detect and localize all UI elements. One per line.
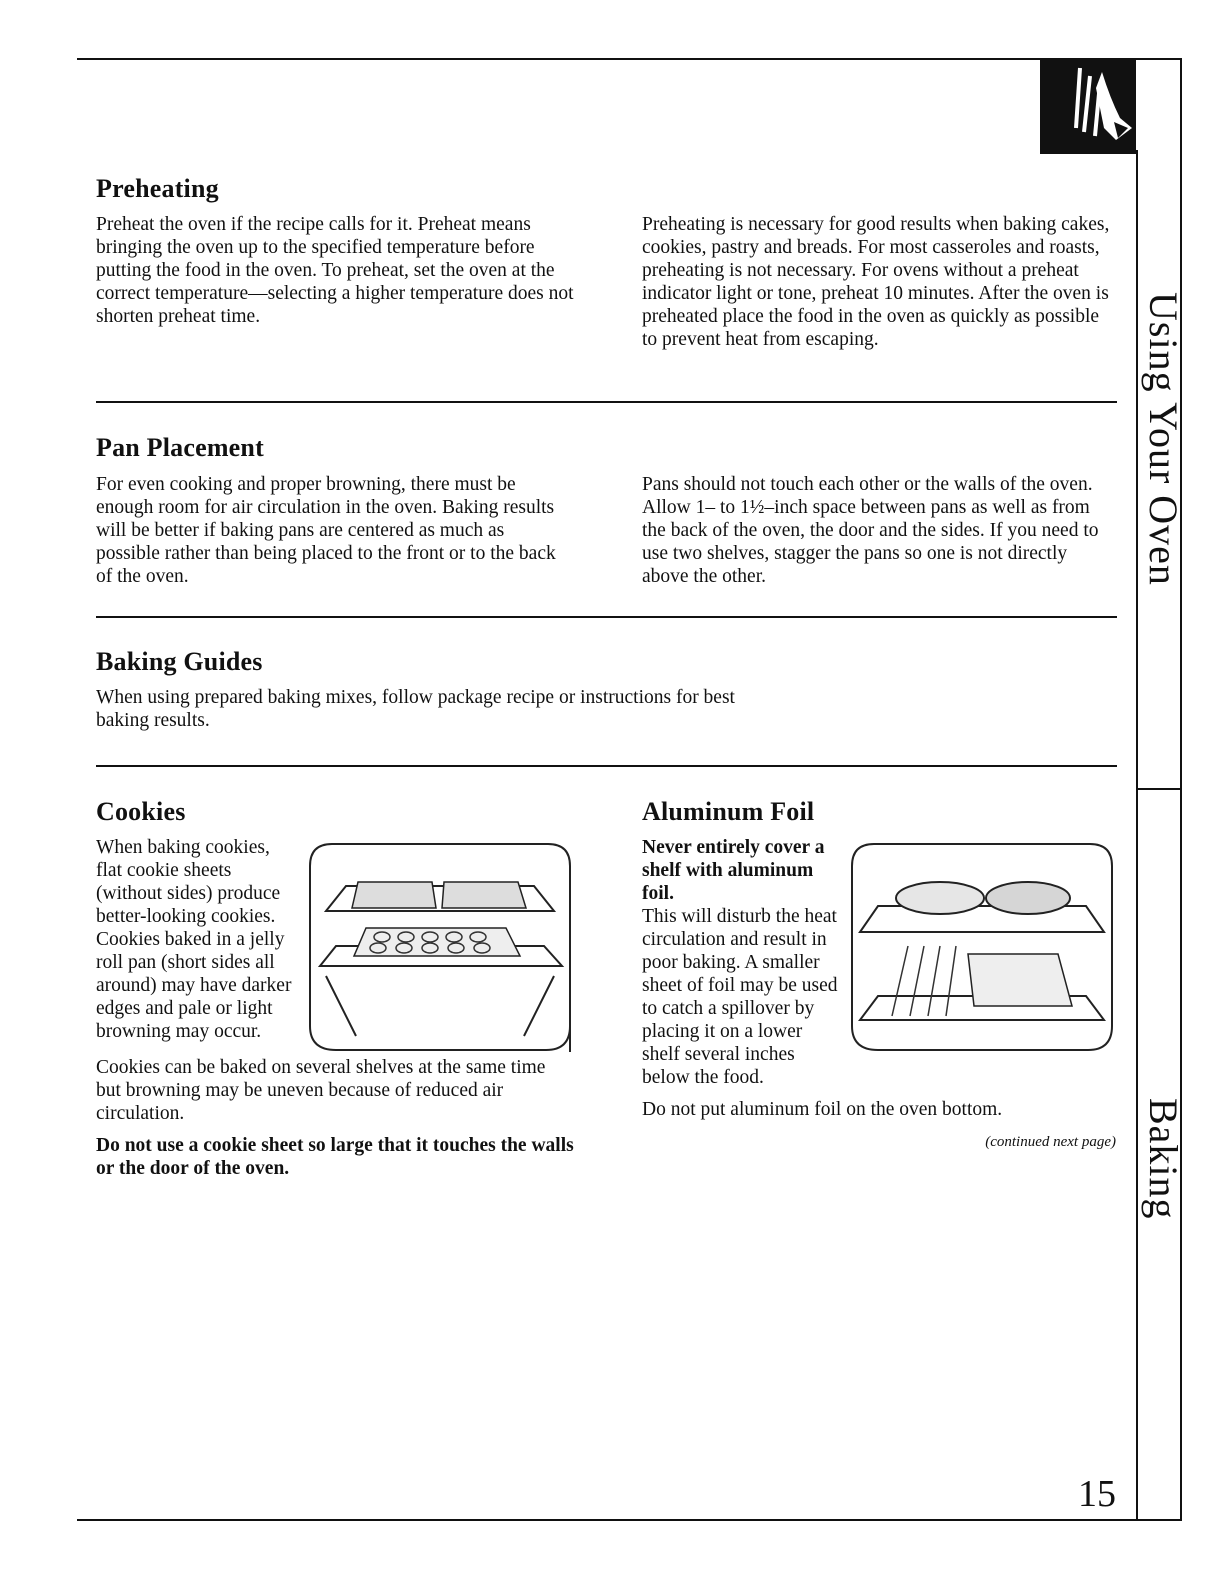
- page-number: 15: [1078, 1473, 1116, 1515]
- aluminum-foil-illustration: [848, 836, 1116, 1052]
- side-tab-baking: Baking: [1141, 1098, 1186, 1220]
- continued-next-page: (continued next page): [985, 1134, 1116, 1150]
- aluminum-foil-heading: Aluminum Foil: [642, 797, 815, 826]
- hand-turning-knob-icon: [1040, 58, 1136, 154]
- pan-placement-heading: Pan Placement: [96, 433, 264, 462]
- cookies-illustration: [306, 836, 574, 1052]
- baking-guides-text: When using prepared baking mixes, follow package recipe or instructions for best baking results.: [96, 687, 735, 731]
- pan-placement-left-text: For even cooking and proper browning, there must be enough room for air circulation in the oven. Baking results will be better if baking pans are centered as much as possible rather than being placed to the front or to the back of the oven.: [96, 474, 556, 587]
- cookies-text-block: [96, 836, 574, 1180]
- preheating-left-text: Preheat the oven if the recipe calls for it. Preheat means bringing the oven up to the specified temperature before putting the food in the oven. To preheat, set the oven at the correct temperature—selecting a higher temperature does not shorten preheat time.: [96, 214, 574, 327]
- section-rule-1: [96, 401, 1117, 403]
- section-rule-2: [96, 616, 1117, 618]
- preheating-right-text: Preheating is necessary for good results when baking cakes, cookies, pastry and breads. For most casseroles and roasts, preheating is not necessary. For ovens without a preheat indicator light or tone, preheat 10 minutes. After the oven is preheated place the food in the oven as quickly as possible to prevent heat from escaping.: [642, 214, 1110, 350]
- cookies-paragraph-1: When baking cookies, flat cookie sheets (without sides) produce better-looking cookies. Cookies baked in a jelly roll pan (short sides all around) may have darker edges and pale or light browning may occur.: [96, 837, 292, 1042]
- section-rule-3: [96, 765, 1117, 767]
- tab-divider-rule: [1136, 150, 1138, 1521]
- bottom-rule: [77, 1519, 1182, 1521]
- aluminum-foil-paragraph-1: This will disturb the heat circulation and result in poor baking. A smaller sheet of foil may be used to catch a spillover by placing it on a lower shelf several inches below the food.: [642, 906, 838, 1088]
- pan-placement-right-text: Pans should not touch each other or the walls of the oven. Allow 1– to 1½–inch space between pans as well as from the back of the oven, the door and the sides. If you need to use two shelves, stagger the pans so one is not directly above the other.: [642, 474, 1099, 587]
- aluminum-foil-paragraph-2: Do not put aluminum foil on the oven bottom.: [642, 1099, 1003, 1120]
- cookies-heading: Cookies: [96, 797, 186, 826]
- aluminum-foil-text-block: [642, 836, 1116, 1154]
- cookies-warning: Do not use a cookie sheet so large that it touches the walls or the door of the oven.: [96, 1135, 574, 1179]
- top-rule: [77, 58, 1182, 60]
- side-tab-using-your-oven: Using Your Oven: [1141, 292, 1186, 586]
- tab-separator-rule: [1136, 788, 1182, 790]
- cookies-paragraph-2: Cookies can be baked on several shelves at the same time but browning may be uneven because of reduced air circulation.: [96, 1057, 546, 1124]
- baking-guides-heading: Baking Guides: [96, 647, 263, 676]
- preheating-heading: Preheating: [96, 174, 219, 203]
- aluminum-foil-warning: Never entirely cover a shelf with aluminum foil.: [642, 837, 825, 904]
